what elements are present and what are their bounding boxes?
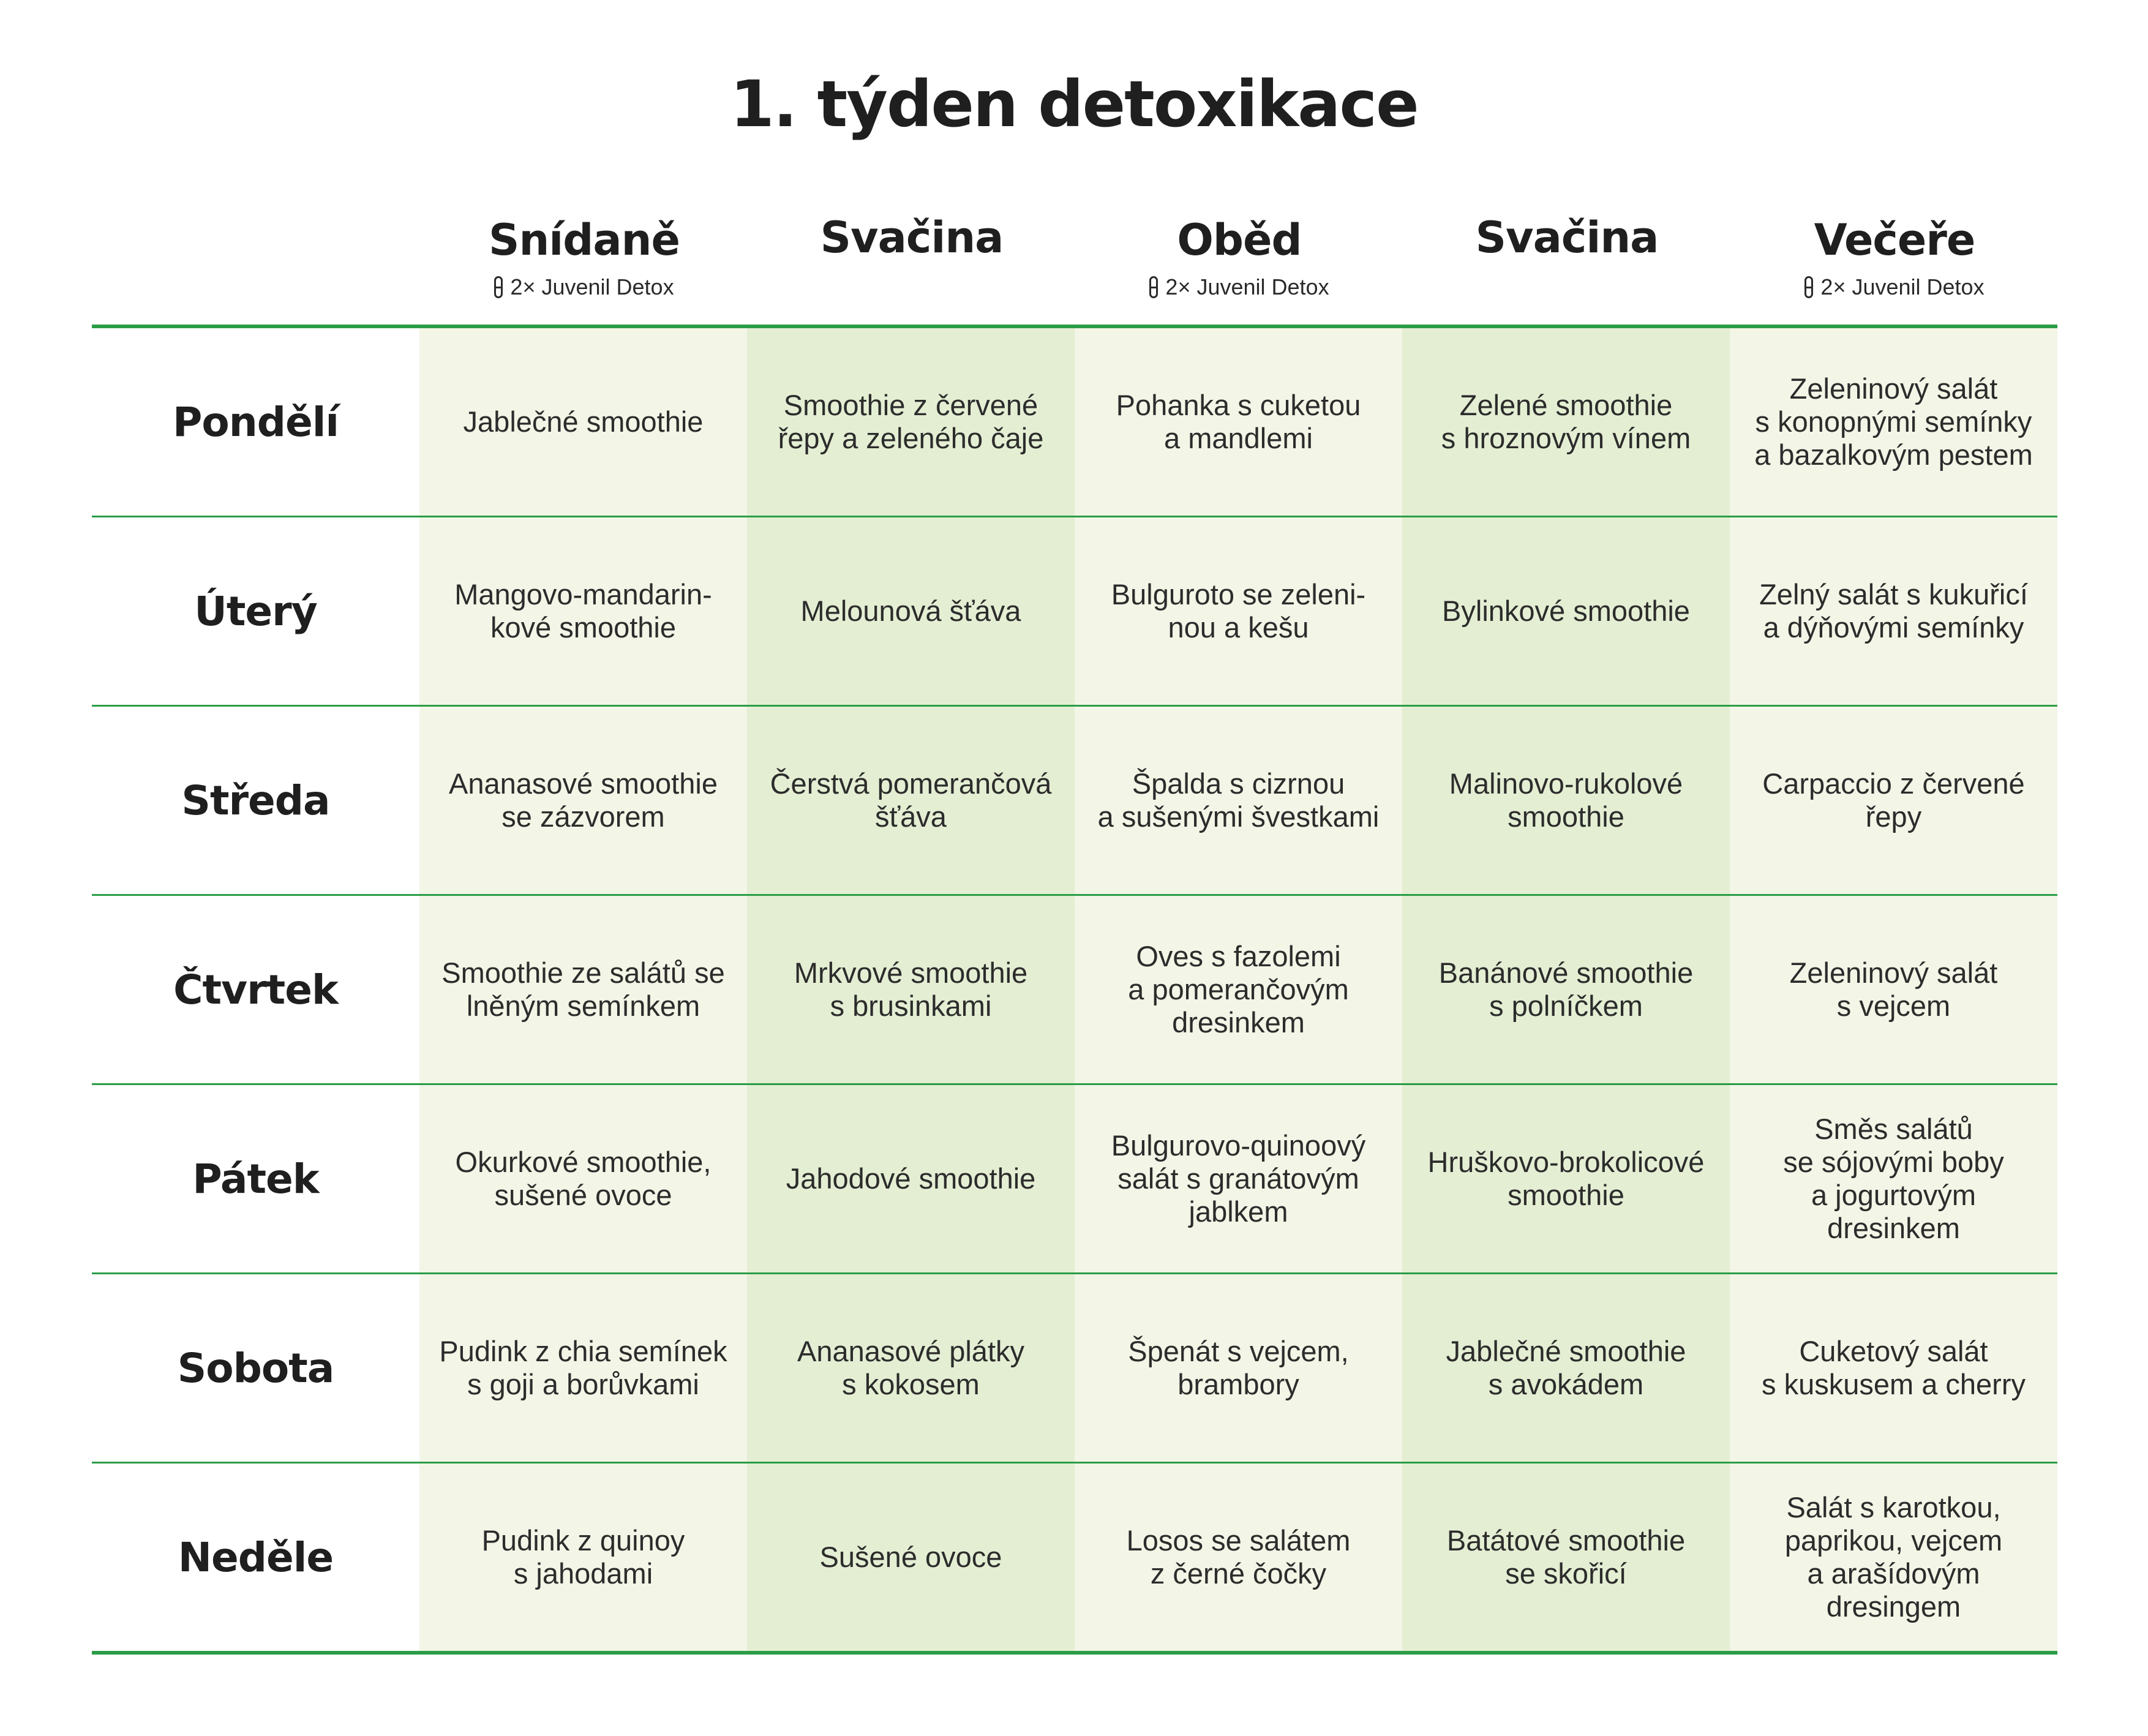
supplement-note <box>1730 272 2059 302</box>
meal-cell <box>419 707 747 894</box>
page-title: 1. týden detoxikace <box>730 67 1418 141</box>
meal-cell <box>1402 707 1730 894</box>
meal-cell-text <box>1446 1335 1686 1401</box>
meal-cell <box>419 1464 747 1651</box>
meal-cell-text <box>1111 1129 1365 1228</box>
table-row <box>92 1464 2057 1655</box>
meal-cell <box>747 1274 1075 1462</box>
meal-cell-line: Salát s karotkou, <box>1786 1491 2001 1524</box>
meal-cell-line: a sušenými švestkami <box>1097 800 1380 833</box>
meal-cell-line: brambory <box>1177 1368 1299 1400</box>
meal-cell-text <box>482 1524 685 1590</box>
meal-cell <box>1730 1464 2057 1651</box>
meal-cell-line: a jogurtovým <box>1811 1179 1977 1211</box>
meal-cell-text <box>1762 1335 2026 1401</box>
meal-cell-text <box>1754 372 2033 472</box>
meal-cell-line: se zázvorem <box>501 800 665 833</box>
meal-cell-text <box>1111 578 1365 644</box>
meal-cell-text <box>456 1146 712 1212</box>
meal-cell-line: Ananasové plátky <box>797 1335 1025 1367</box>
day-label: Neděle <box>92 1464 419 1651</box>
table-row <box>92 1274 2057 1464</box>
meal-cell <box>1075 896 1402 1083</box>
table-row <box>92 328 2057 517</box>
meal-cell-line: s kuskusem a cherry <box>1762 1368 2026 1400</box>
meal-cell-line: Ananasové smoothie <box>449 767 718 800</box>
meal-plan-table <box>92 325 2057 1655</box>
column-header-title: Svačina <box>1475 212 1659 263</box>
column-header-2 <box>1075 208 1403 318</box>
meal-cell <box>747 707 1075 894</box>
meal-cell <box>747 1085 1075 1272</box>
day-label: Sobota <box>92 1274 419 1462</box>
meal-cell <box>747 1464 1075 1651</box>
meal-cell-line: šťáva <box>875 800 947 833</box>
meal-cell-line: lněným semínkem <box>466 990 700 1022</box>
meal-cell-line: s brusinkami <box>830 990 992 1022</box>
column-header-1 <box>748 206 1076 316</box>
meal-cell-line: dresingem <box>1826 1590 1961 1623</box>
supplement-note-text: 2× Juvenil Detox <box>1820 274 1985 299</box>
meal-cell-text <box>1098 767 1380 833</box>
meal-cell-line: paprikou, vejcem <box>1784 1524 2003 1557</box>
meal-cell-text <box>454 578 712 644</box>
meal-cell <box>419 1085 747 1272</box>
meal-cell-line: kové smoothie <box>490 611 677 644</box>
meal-cell-text <box>1790 956 1998 1023</box>
capsule-icon <box>1149 276 1158 298</box>
column-header-4 <box>1730 208 2059 318</box>
meal-cell-line: Banánové smoothie <box>1438 956 1694 989</box>
meal-cell-text <box>1128 940 1349 1039</box>
meal-cell-line: Čerstvá pomerančová <box>770 767 1052 800</box>
column-header-title: Večeře <box>1814 215 1975 265</box>
meal-cell-text <box>794 956 1027 1023</box>
meal-cell <box>419 896 747 1083</box>
meal-cell-line: Malinovo-rukolové <box>1449 767 1683 800</box>
meal-cell-line: s vejcem <box>1836 990 1951 1022</box>
meal-cell-line: Batátové smoothie <box>1446 1524 1686 1557</box>
meal-cell-line: Hruškovo-brokolicové <box>1427 1146 1705 1178</box>
meal-cell-line: Oves s fazolemi <box>1136 940 1341 972</box>
meal-cell-text <box>449 767 718 833</box>
table-row <box>92 896 2057 1085</box>
meal-cell-line: Cuketový salát <box>1799 1335 1988 1367</box>
meal-cell-line: smoothie <box>1508 1179 1624 1211</box>
meal-cell-line: řepy a zeleného čaje <box>778 422 1044 454</box>
meal-cell-line: a arašídovým <box>1807 1557 1980 1590</box>
meal-cell-line: Mangovo-mandarin- <box>454 578 712 611</box>
meal-cell-line: Bylinkové smoothie <box>1442 595 1690 627</box>
column-header-title: Oběd <box>1177 215 1302 265</box>
day-label: Čtvrtek <box>92 896 419 1083</box>
meal-cell <box>747 517 1075 705</box>
meal-cell-line: a bazalkovým pestem <box>1754 438 2033 471</box>
meal-cell-text <box>1116 389 1361 455</box>
meal-cell-text <box>770 767 1052 833</box>
meal-cell-text <box>464 405 704 438</box>
meal-cell-text <box>1785 1491 2002 1623</box>
meal-cell <box>1075 1274 1402 1462</box>
meal-cell-text <box>786 1162 1036 1195</box>
meal-cell-line: s avokádem <box>1488 1368 1644 1400</box>
supplement-note-text: 2× Juvenil Detox <box>1165 274 1329 299</box>
meal-cell-text <box>801 595 1021 628</box>
meal-cell-text <box>1759 578 2028 644</box>
meal-cell-line: Losos se salátem <box>1126 1524 1351 1557</box>
meal-cell-line: dresinkem <box>1172 1006 1305 1039</box>
meal-cell <box>1075 328 1402 516</box>
table-row <box>92 707 2057 896</box>
supplement-note <box>420 272 748 302</box>
capsule-icon <box>494 276 503 298</box>
meal-cell <box>1075 517 1402 705</box>
meal-cell-line: Jablečné smoothie <box>463 405 704 438</box>
meal-cell <box>1402 1274 1730 1462</box>
capsule-icon <box>1804 276 1813 298</box>
meal-cell <box>1730 328 2057 516</box>
meal-cell-line: s polníčkem <box>1489 990 1643 1022</box>
meal-cell-line: Zelené smoothie <box>1459 389 1673 421</box>
meal-cell <box>1402 1085 1730 1272</box>
meal-cell-text <box>1428 1146 1705 1212</box>
meal-cell-text <box>1783 1113 2004 1245</box>
column-header-title: Svačina <box>820 212 1004 263</box>
meal-cell <box>1075 707 1402 894</box>
meal-cell-text <box>778 389 1044 455</box>
meal-cell-line: Smoothie z červené <box>783 389 1038 421</box>
meal-cell-text <box>820 1541 1002 1574</box>
meal-cell-line: a dýňovými semínky <box>1763 611 2024 644</box>
meal-cell-line: Bulgurovo-quinoový <box>1111 1129 1366 1162</box>
meal-cell-line: Špenát s vejcem, <box>1128 1335 1349 1367</box>
meal-cell-text <box>439 1335 727 1401</box>
meal-cell-line: s konopnými semínky <box>1755 405 2032 438</box>
meal-cell-line: nou a kešu <box>1168 611 1309 644</box>
meal-cell-line: Bulguroto se zeleni- <box>1111 578 1366 611</box>
column-header-3 <box>1403 206 1731 316</box>
meal-cell <box>1730 707 2057 894</box>
meal-cell-text <box>1449 767 1683 833</box>
meal-cell-line: Špalda s cizrnou <box>1132 767 1345 800</box>
day-label: Úterý <box>92 517 419 705</box>
meal-cell-line: Melounová šťáva <box>800 595 1021 627</box>
meal-cell-line: Jablečné smoothie <box>1446 1335 1686 1367</box>
meal-cell-line: Zelný salát s kukuřicí <box>1759 578 2028 611</box>
meal-cell <box>1402 517 1730 705</box>
meal-cell-line: z černé čočky <box>1150 1557 1327 1590</box>
meal-cell-line: Zeleninový salát <box>1789 372 1998 405</box>
day-label: Středa <box>92 707 419 894</box>
meal-cell-line: s jahodami <box>513 1557 653 1590</box>
meal-cell-line: s goji a borůvkami <box>467 1368 699 1400</box>
meal-cell-text <box>441 956 724 1023</box>
meal-cell <box>1402 896 1730 1083</box>
meal-cell-line: Okurkové smoothie, <box>455 1146 712 1178</box>
column-header-title: Snídaně <box>489 215 680 265</box>
meal-cell-text <box>1441 389 1691 455</box>
meal-cell-text <box>1127 1524 1351 1590</box>
meal-cell <box>1730 517 2057 705</box>
meal-cell <box>1075 1464 1402 1651</box>
day-label: Pátek <box>92 1085 419 1272</box>
table-row <box>92 517 2057 707</box>
meal-cell-line: řepy <box>1865 800 1922 833</box>
meal-cell-line: Mrkvové smoothie <box>794 956 1028 989</box>
table-row <box>92 1085 2057 1274</box>
meal-cell-line: a pomerančovým <box>1128 973 1349 1005</box>
column-header-0 <box>420 208 748 318</box>
day-label: Pondělí <box>92 328 419 516</box>
meal-cell <box>1075 1085 1402 1272</box>
meal-cell <box>1730 896 2057 1083</box>
meal-cell-text <box>1128 1335 1349 1401</box>
meal-cell-text <box>797 1335 1024 1401</box>
meal-cell-text <box>1439 956 1693 1023</box>
meal-cell <box>747 328 1075 516</box>
meal-cell-line: Carpaccio z červené <box>1762 767 2025 800</box>
meal-cell-line: Směs salátů <box>1814 1113 1973 1145</box>
meal-cell-line: Zeleninový salát <box>1789 956 1998 989</box>
meal-cell-line: s kokosem <box>842 1368 980 1400</box>
meal-cell <box>419 328 747 516</box>
meal-cell <box>1730 1274 2057 1462</box>
meal-cell-line: smoothie <box>1508 800 1624 833</box>
meal-cell-line: s hroznovým vínem <box>1441 422 1691 454</box>
supplement-note <box>1075 272 1403 302</box>
meal-cell-text <box>1442 595 1690 628</box>
meal-cell-line: jablkem <box>1189 1195 1288 1228</box>
meal-cell <box>419 517 747 705</box>
meal-cell <box>1402 1464 1730 1651</box>
meal-cell-line: Pudink z chia semínek <box>439 1335 727 1367</box>
meal-cell-line: se skořicí <box>1505 1557 1627 1590</box>
meal-cell-line: Pudink z quinoy <box>481 1524 685 1557</box>
meal-cell-line: a mandlemi <box>1164 422 1313 454</box>
meal-cell-line: Pohanka s cuketou <box>1116 389 1361 421</box>
meal-cell-line: Sušené ovoce <box>819 1541 1002 1573</box>
meal-cell-text <box>1762 767 2024 833</box>
supplement-note-text: 2× Juvenil Detox <box>510 274 674 299</box>
meal-cell <box>747 896 1075 1083</box>
meal-cell <box>1730 1085 2057 1272</box>
meal-cell-line: Smoothie ze salátů se <box>441 956 725 989</box>
meal-cell-text <box>1447 1524 1685 1590</box>
meal-cell-line: se sójovými boby <box>1783 1146 2004 1178</box>
meal-cell <box>1402 328 1730 516</box>
meal-cell-line: dresinkem <box>1827 1212 1960 1244</box>
meal-cell <box>419 1274 747 1462</box>
meal-cell-line: salát s granátovým <box>1117 1162 1359 1195</box>
meal-cell-line: Jahodové smoothie <box>786 1162 1036 1195</box>
meal-cell-line: sušené ovoce <box>494 1179 672 1211</box>
